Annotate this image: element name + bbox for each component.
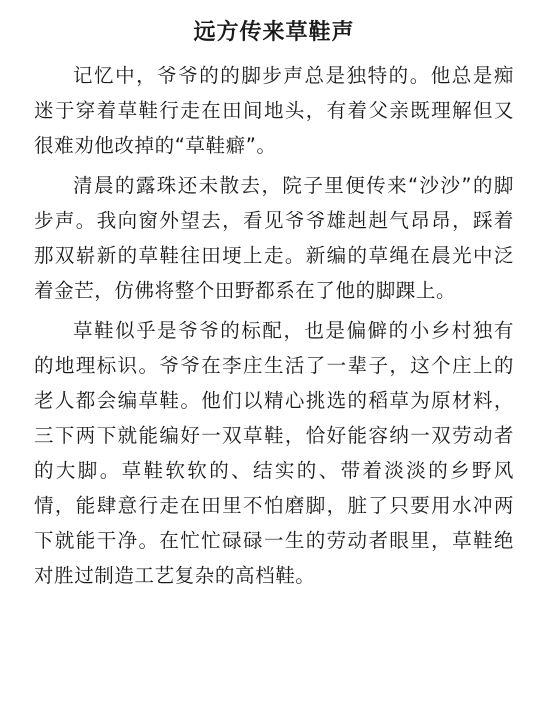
article-title: 远方传来草鞋声 bbox=[193, 20, 355, 45]
paragraph-2: 清晨的露珠还未散去，院子里便传来“沙沙”的脚步声。我向窗外望去，看见爷爷雄赳赳气昂昂，踩着那双崭新的草鞋往田埂上走。新编的草绳在晨光中泛着金芒，仿佛将整个田野都系在了他的脚踝上。 bbox=[34, 174, 514, 302]
paragraph-1: 记忆中，爷爷的的脚步声总是独特的。他总是痴迷于穿着草鞋行走在田间地头，有着父亲既理解但又很难劝他改掉的“草鞋癖”。 bbox=[34, 64, 514, 157]
paragraph-3: 草鞋似乎是爷爷的标配，也是偏僻的小乡村独有的地理标识。爷爷在李庄生活了一辈子，这个庄上的老人都会编草鞋。他们以精心挑选的稻草为原材料，三下两下就能编好一双草鞋，恰好能容纳一双劳动者的大脚。草鞋软软的、结实的、带着淡淡的乡野风情，能肆意行走在田里不怕磨脚，脏了只要用水冲两下就能干净。在忙忙碌碌一生的劳动者眼里，草鞋绝对胜过制造工艺复杂的高档鞋。 bbox=[34, 319, 514, 587]
